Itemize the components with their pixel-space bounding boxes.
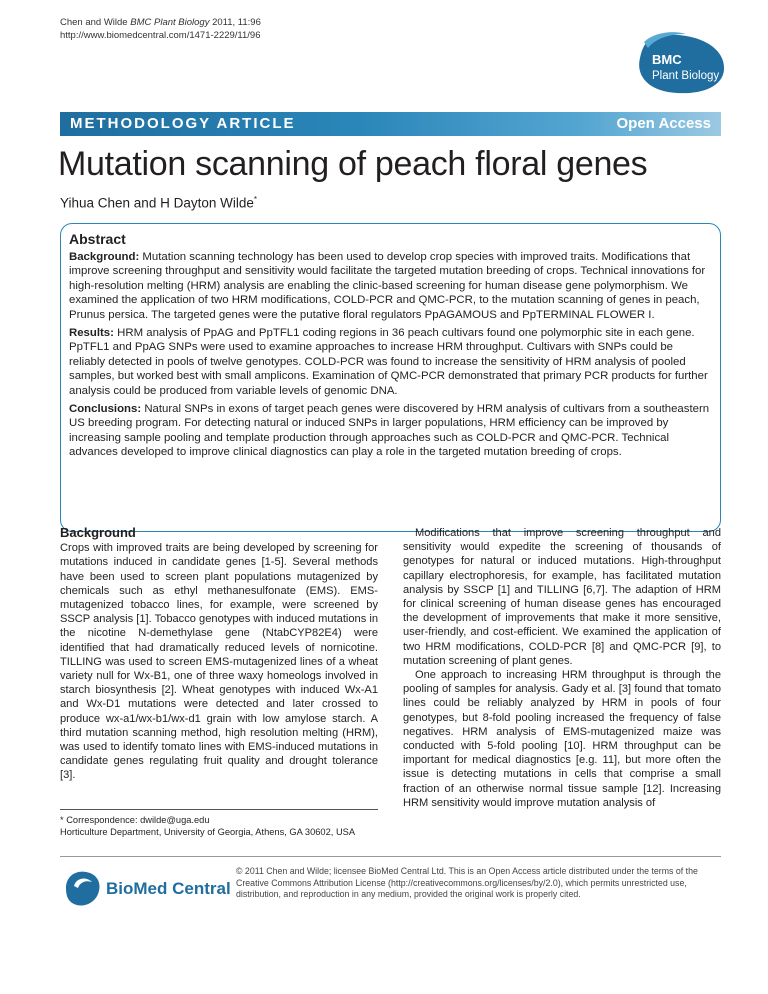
abstract-results-text: HRM analysis of PpAG and PpTFL1 coding regions in 36 peach cultivars found one polymorphic site in each gene. PpTFL1 and PpAG SNPs were used to examine approaches to increase HRM throughput. Cultivars with SNPs could be reliably detected in pools of twelve genotypes. COLD-PCR was found to increase the sensitivity of HRM analysis of pooled samples, but worked best with small amplicons. Examination of QMC-PCR demonstrated that primary PCR products for further analysis could be produced from variable levels of genomic DNA.: [69, 326, 708, 397]
author-names: Yihua Chen and H Dayton Wilde: [60, 195, 254, 211]
correspondence-email[interactable]: * Correspondence: dwilde@uga.edu: [60, 815, 210, 825]
biomed-central-logo: [62, 866, 231, 910]
article-type-banner: [60, 112, 721, 136]
running-citation: [60, 16, 261, 42]
abstract-box: [60, 223, 721, 532]
journal-logo: [634, 30, 730, 96]
abstract-results: [69, 326, 712, 399]
author-line: [60, 195, 257, 211]
article-title: Mutation scanning of peach floral genes: [58, 145, 648, 183]
abstract-background-text: Mutation scanning technology has been used to develop crop species with improved traits. Modifications that improve screening throughput and sensitivity would facilitate the targeted mutation breeding of crops. Technical innovations for high-resolution melting (HRM) analysis are enabling the clinic-based screening for human disease gene polymorphism. We examined the application of two HRM modifications, COLD-PCR and QMC-PCR, to the mutation scanning of genes in peach, Prunus persica. The targeted genes were the putative floral regulators PpAGAMOUS and PpTERMINAL FLOWER I.: [69, 250, 706, 321]
journal-logo-line1: BMC: [652, 52, 682, 67]
abstract-background: [69, 250, 712, 323]
citation-authors: Chen and Wilde: [60, 17, 128, 28]
abstract-conclusions-label: Conclusions:: [69, 402, 142, 415]
author-affiliation: Horticulture Department, University of Georgia, Athens, GA 30602, USA: [60, 827, 356, 837]
corresponding-author-mark: *: [253, 195, 257, 204]
abstract-conclusions: [69, 402, 712, 460]
citation-journal: BMC Plant Biology: [130, 17, 210, 28]
body-paragraph: Crops with improved traits are being developed by screening for mutations induced in candidate genes [1-5]. Several methods have been used to screen plant populations mutagenized by chemicals such as ethyl methanesulfonate (EMS). EMS-mutagenized tobacco lines, for example, were screened by SSCP analysis [1]. Tobacco genotypes with induced mutations in the nicotine N-demethylase gene (NtabCYP82E4) were identified that had dramatically reduced levels of nornicotine. TILLING was used to screen EMS-mutagenized lines of a wheat variety null for Wx-B1, one of three waxy homeologs involved in starch biosynthesis [2]. Wheat genotypes with induced Wx-A1 and Wx-D1 mutations were detected and later crossed to produce wx-a1/wx-b1/wx-d1 grain with low amylose starch. A third mutation scanning method, high resolution melting (HRM), was used to identify tomato lines with EMS-induced mutations in candidate genes regulating fruit quality and drought tolerance [3].: [60, 542, 378, 782]
body-right-column: [403, 526, 721, 810]
abstract-results-label: Results:: [69, 326, 114, 339]
abstract-heading: Abstract: [69, 231, 126, 247]
body-paragraph: Modifications that improve screening throughput and sensitivity would expedite the screening of thousands of genotypes for natural or induced mutations. High-throughput capillary electrophoresis, for example, has facilitated mutation analysis by SSCP [1] and TILLING [6,7]. The adaption of HRM for clinical screening of human disease genes has encouraged the development of improvements that make it more sensitive, user-friendly, and cost-efficient. We examined the application of two HRM modifications, COLD-PCR [8] and QMC-PCR [9], to mutation screening of plant genes.: [403, 527, 721, 667]
open-access-label: Open Access: [616, 115, 711, 132]
article-type: METHODOLOGY ARTICLE: [70, 115, 296, 132]
correspondence-footnote: [60, 809, 378, 838]
body-paragraph: One approach to increasing HRM throughput is through the pooling of samples for analysis. Gady et al. [3] found that tomato lines could be reliably analyzed by HRM in pools of four genotypes, but 8-fold pooling increased the frequency of false negatives. HRM analysis of EMS-mutagenized maize was conducted with 5-fold pooling [10]. HRM throughput can be important for medical diagnostics [e.g. 11], but more often the issue is detecting mutations in cells that comprise a small fraction of an otherwise normal tissue sample [12]. Increasing HRM sensitivity would improve mutation analysis of: [403, 669, 721, 809]
abstract-background-label: Background:: [69, 250, 140, 263]
section-heading-background: Background: [60, 525, 136, 540]
citation-volume: 2011, 11:96: [212, 17, 261, 28]
body-left-column: [60, 526, 378, 783]
biomed-central-logo-text: BioMed Central: [106, 879, 231, 898]
abstract-conclusions-text: Natural SNPs in exons of target peach genes were discovered by HRM analysis of cultivars from a southeastern US breeding program. For detecting natural or induced SNPs in larger populations, HRM efficiency can be improved by increasing sample pooling and template production through approaches such as COLD-PCR and QMC-PCR. Technical advances developed to improve clinical diagnostics can play a role in the targeted mutation breeding of crops.: [69, 402, 710, 459]
journal-logo-line2: Plant Biology: [652, 70, 720, 82]
footer-divider: [60, 856, 721, 857]
license-statement: © 2011 Chen and Wilde; licensee BioMed Central Ltd. This is an Open Access article distributed under the terms of the Creative Commons Attribution License (http://creativecommons.org/licenses/by/2.0), which permits unrestricted use, distribution, and reproduction in any medium, provided the original work is properly cited.: [236, 866, 698, 899]
citation-url[interactable]: http://www.biomedcentral.com/1471-2229/11/96: [60, 30, 261, 41]
